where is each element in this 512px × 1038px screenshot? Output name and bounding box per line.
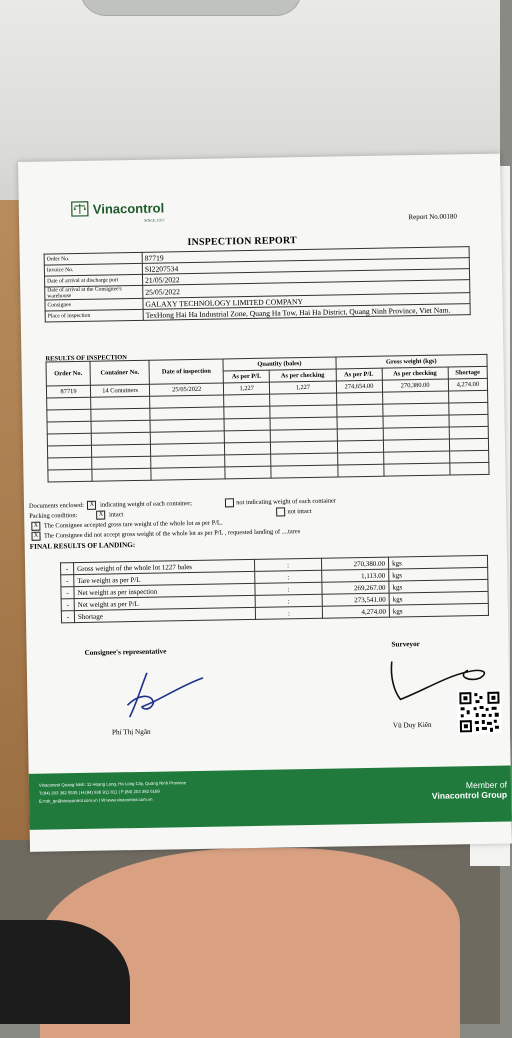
footer-line: T:(84) 203 382 5535 | H:(84) 936 911 811 | F:(84) 203 382 6169 xyxy=(39,785,329,798)
row-colon: : xyxy=(255,570,322,583)
final-value: 4,274.00 xyxy=(322,605,389,618)
table-cell: 14 Containers xyxy=(90,384,149,397)
checkbox-checked: X xyxy=(87,501,96,510)
final-value: 270,380.00 xyxy=(321,557,388,570)
col-header: Shortage xyxy=(448,366,487,379)
company-logo xyxy=(71,199,165,217)
table-cell: 274,654.00 xyxy=(336,380,382,393)
info-value: 25/05/2022 xyxy=(143,280,470,299)
info-label: Place of inspection xyxy=(45,309,143,322)
final-value: 1,113.00 xyxy=(322,569,389,582)
final-results-table xyxy=(60,555,489,623)
info-value: TexHong Hai Ha Industrial Zone, Quang Ha Tow, Hai Ha District, Quang Ninh Province, Viet Nam. xyxy=(143,304,470,321)
consignee-representative-label: Consignee's representative xyxy=(85,647,167,656)
results-table xyxy=(45,354,489,483)
company-logo-subtitle: SINCE 1957 xyxy=(144,217,165,222)
col-header: Order No. xyxy=(46,361,90,386)
row-dash: - xyxy=(61,563,74,575)
checkbox-checked: X xyxy=(31,522,40,531)
table-cell: 25/05/2022 xyxy=(150,383,224,396)
group-header-quantity: Quantity (bales) xyxy=(223,357,336,371)
scale-logo-icon xyxy=(71,201,89,217)
row-dash: - xyxy=(61,599,74,611)
col-header: As per P/L xyxy=(223,370,269,383)
final-label: Net weight as per P/L xyxy=(74,595,255,610)
checkbox-checked: X xyxy=(96,511,105,520)
footer-group-name: Vinacontrol Group xyxy=(432,790,507,801)
accepted-text: The Consignee accepted gross tare weight of the whole lot as per P/L. xyxy=(44,519,223,529)
packing-label: Packing condition: xyxy=(29,512,77,520)
report-number: Report No.00180 xyxy=(408,212,457,221)
surveyor-name: Vũ Duy Kiên xyxy=(393,721,432,730)
col-header: Container No. xyxy=(90,360,150,385)
info-label: Date of arrival at the Consignee's warehouse xyxy=(45,285,143,300)
footer-member-of xyxy=(432,780,508,801)
footer-address xyxy=(39,777,329,806)
footer-bar xyxy=(29,765,512,829)
results-heading: RESULTS OF INSPECTION xyxy=(45,354,127,362)
group-header-weight: Gross weight (kgs) xyxy=(335,354,487,369)
order-info-table xyxy=(44,246,471,322)
consignee-signature xyxy=(107,664,218,726)
final-results-heading: FINAL RESULTS OF LANDING: xyxy=(30,534,490,552)
page-title: INSPECTION REPORT xyxy=(187,235,297,248)
final-unit: kgs xyxy=(388,555,487,569)
option-indicating-weight: indicating weight of each container; xyxy=(100,500,192,509)
documents-label: Documents enclosed: xyxy=(29,502,84,510)
option-intact: intact xyxy=(109,511,123,518)
table-cell: 270,380.00 xyxy=(382,379,448,392)
final-label: Gross weight of the whole lot 1227 bales xyxy=(73,559,254,574)
col-header: As per checking xyxy=(269,369,335,382)
background-lamp xyxy=(80,0,302,16)
checkbox-empty xyxy=(225,498,234,507)
row-colon: : xyxy=(255,582,322,595)
info-value: SI2207534 xyxy=(142,258,469,275)
info-value: GALAXY TECHNOLOGY LIMITED COMPANY xyxy=(143,293,470,310)
info-label: Order No. xyxy=(44,252,142,265)
final-label: Shortage xyxy=(74,607,255,622)
final-label: Tare weight as per P/L xyxy=(74,571,255,586)
info-label: Consignee xyxy=(45,298,143,311)
qr-code-icon xyxy=(457,690,502,735)
row-colon: : xyxy=(255,594,322,607)
col-header: As per checking xyxy=(382,367,448,380)
info-label: Date of arrival at discharge port xyxy=(44,274,142,287)
company-logo-text: Vinacontrol xyxy=(93,200,165,216)
info-value: 21/05/2022 xyxy=(142,269,469,286)
consignee-name: Phí Thị Ngân xyxy=(112,728,151,737)
final-unit: kgs xyxy=(389,567,488,581)
row-dash: - xyxy=(61,611,74,623)
footer-member-line: Member of xyxy=(432,780,507,791)
info-value: 87719 xyxy=(142,247,469,264)
inspection-report-document xyxy=(18,154,512,852)
checkbox-checked: X xyxy=(31,532,40,541)
info-label: Invoice No. xyxy=(44,263,142,276)
not-accepted-text: The Consignee did not accept gross weight of the whole lot as per P/L , requested landing of ....tares xyxy=(44,528,300,539)
option-not-indicating-weight: not indicating weight of each container xyxy=(236,498,336,507)
final-unit: kgs xyxy=(389,579,488,593)
table-cell: 4,274.00 xyxy=(448,378,487,391)
documents-section xyxy=(29,494,490,552)
row-dash: - xyxy=(61,587,74,599)
table-cell: 87719 xyxy=(46,385,90,398)
table-cell: 1,227 xyxy=(224,382,270,395)
final-value: 273,541.00 xyxy=(322,593,389,606)
option-not-intact: not intact xyxy=(287,508,311,515)
footer-line: E:mth_qn@vinacontrol.com.vn | W:www.vinacontrol.com.vn xyxy=(39,793,329,806)
checkbox-empty xyxy=(276,507,285,516)
row-colon: : xyxy=(255,606,322,619)
surveyor-label: Surveyor xyxy=(391,640,419,648)
row-colon: : xyxy=(254,558,321,571)
col-header: Date of inspection xyxy=(149,359,223,384)
row-dash: - xyxy=(61,575,74,587)
final-label: Net weight as per inspection xyxy=(74,583,255,598)
col-header: As per P/L xyxy=(336,368,382,381)
table-cell: 1,227 xyxy=(270,381,336,394)
footer-line: Vinacontrol Quang Ninh: 11 Hoang Long, Ha Long City, Quang Ninh Province xyxy=(39,777,329,790)
final-value: 269,267.00 xyxy=(322,581,389,594)
final-unit: kgs xyxy=(389,603,488,617)
final-unit: kgs xyxy=(389,591,488,605)
